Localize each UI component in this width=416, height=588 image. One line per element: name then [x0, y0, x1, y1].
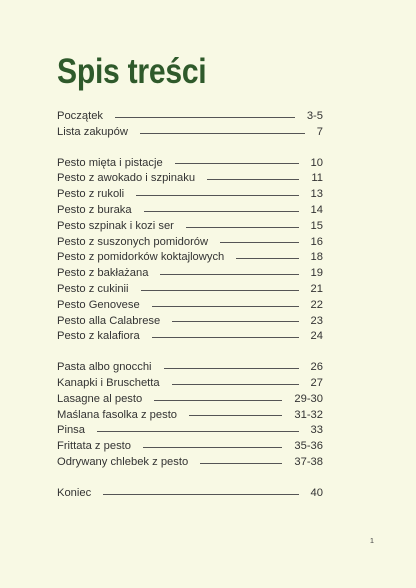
- toc-entry[interactable]: [57, 187, 323, 203]
- toc-entry-title: Pesto z suszonych pomidorów: [57, 235, 209, 248]
- toc-entry[interactable]: [57, 360, 323, 376]
- toc-entry[interactable]: [57, 203, 323, 219]
- toc-entry-page: 31-32: [294, 408, 323, 421]
- toc-entry-page: 26: [310, 361, 323, 374]
- toc-leader-line: [200, 463, 282, 464]
- toc-section: [57, 360, 323, 471]
- toc-entry[interactable]: [57, 392, 323, 408]
- toc-leader-line: [175, 163, 299, 164]
- toc-entry-page: 33: [310, 424, 323, 437]
- toc-leader-line: [144, 211, 299, 212]
- toc-entry-title: Pesto z buraka: [57, 203, 132, 216]
- page-number: 1: [369, 536, 374, 545]
- toc-leader-line: [172, 384, 299, 385]
- toc-entry[interactable]: [57, 250, 323, 266]
- toc-entry-title: Pesto szpinak i kozi ser: [57, 219, 174, 232]
- toc-entry[interactable]: [57, 314, 323, 330]
- toc-entry-title: Pesto z awokado i szpinaku: [57, 172, 196, 185]
- toc-entry-page: 18: [310, 251, 323, 264]
- toc-entry-title: Pesto z rukoli: [57, 188, 125, 201]
- toc-entry-page: 23: [310, 314, 323, 327]
- toc-leader-line: [141, 290, 299, 291]
- toc-leader-line: [172, 321, 298, 322]
- toc-entry[interactable]: [57, 408, 323, 424]
- toc-leader-line: [152, 337, 299, 338]
- toc-entry[interactable]: [57, 455, 323, 471]
- toc-section: [57, 156, 323, 346]
- toc-section: [57, 109, 323, 141]
- toc-entry[interactable]: [57, 235, 323, 251]
- toc-entry-title: Kanapki i Bruschetta: [57, 376, 160, 389]
- toc-entry[interactable]: [57, 156, 323, 172]
- toc-entry-title: Pesto z cukinii: [57, 282, 129, 295]
- toc-leader-line: [140, 133, 305, 134]
- toc-entry-title: Odrywany chlebek z pesto: [57, 455, 189, 468]
- toc-entry-title: Pesto Genovese: [57, 298, 140, 311]
- toc-leader-line: [136, 195, 298, 196]
- toc-entry[interactable]: [57, 329, 323, 345]
- toc-entry-title: Pesto z kalafiora: [57, 330, 140, 343]
- toc-entry[interactable]: [57, 125, 323, 141]
- toc-entry-title: Koniec: [57, 486, 92, 499]
- toc-entry[interactable]: [57, 171, 323, 187]
- toc-entry-title: Pinsa: [57, 424, 85, 437]
- toc-entry-page: 15: [310, 219, 323, 232]
- toc-entry-page: 24: [310, 330, 323, 343]
- toc-entry-page: 7: [316, 125, 323, 138]
- toc-entry[interactable]: [57, 376, 323, 392]
- toc-leader-line: [103, 494, 298, 495]
- toc-entry-title: Pesto mięta i pistacje: [57, 156, 163, 169]
- toc-leader-line: [186, 227, 299, 228]
- toc-entry-page: 11: [311, 172, 323, 185]
- toc-leader-line: [207, 179, 299, 180]
- toc-entry-page: 13: [310, 188, 323, 201]
- toc-entry-page: 3-5: [306, 110, 323, 122]
- toc-leader-line: [97, 431, 299, 432]
- toc-entry-title: Maślana fasolka z pesto: [57, 408, 178, 421]
- toc-leader-line: [164, 368, 299, 369]
- toc-leader-line: [236, 258, 298, 259]
- toc-entry-title: Pesto alla Calabrese: [57, 314, 161, 327]
- toc-entry-page: 37-38: [294, 455, 323, 468]
- toc-entry[interactable]: [57, 219, 323, 235]
- toc-entry-title: Pesto z pomidorków koktajlowych: [57, 251, 225, 264]
- toc-entry-page: 16: [310, 235, 323, 248]
- toc-entry[interactable]: [57, 423, 323, 439]
- toc-leader-line: [115, 117, 295, 118]
- toc-entry-title: Frittata z pesto: [57, 440, 131, 453]
- toc-leader-line: [154, 400, 282, 401]
- toc-entry-page: 22: [310, 298, 323, 311]
- table-of-contents: [57, 109, 323, 517]
- toc-entry-title: Pesto z bakłażana: [57, 267, 149, 280]
- toc-leader-line: [160, 274, 298, 275]
- toc-entry-page: 14: [310, 203, 323, 216]
- toc-entry[interactable]: [57, 486, 323, 502]
- toc-entry[interactable]: [57, 298, 323, 314]
- toc-entry[interactable]: [57, 109, 323, 125]
- toc-leader-line: [220, 242, 298, 243]
- toc-entry-title: Początek: [57, 110, 104, 122]
- toc-entry-page: 21: [310, 282, 323, 295]
- toc-entry[interactable]: [57, 439, 323, 455]
- toc-entry[interactable]: [57, 282, 323, 298]
- toc-leader-line: [189, 415, 282, 416]
- toc-leader-line: [152, 306, 299, 307]
- toc-entry-page: 19: [310, 267, 323, 280]
- toc-entry-page: 40: [310, 486, 323, 499]
- toc-entry-title: Lasagne al pesto: [57, 392, 143, 405]
- toc-entry-page: 10: [310, 156, 323, 169]
- toc-entry-title: Lista zakupów: [57, 125, 128, 138]
- page-title: Spis treści: [57, 52, 207, 91]
- toc-entry-page: 35-36: [294, 440, 323, 453]
- toc-section: [57, 486, 323, 502]
- toc-entry-page: 27: [310, 376, 323, 389]
- toc-entry-title: Pasta albo gnocchi: [57, 361, 152, 374]
- toc-entry-page: 29-30: [294, 392, 323, 405]
- toc-entry[interactable]: [57, 266, 323, 282]
- toc-leader-line: [143, 447, 282, 448]
